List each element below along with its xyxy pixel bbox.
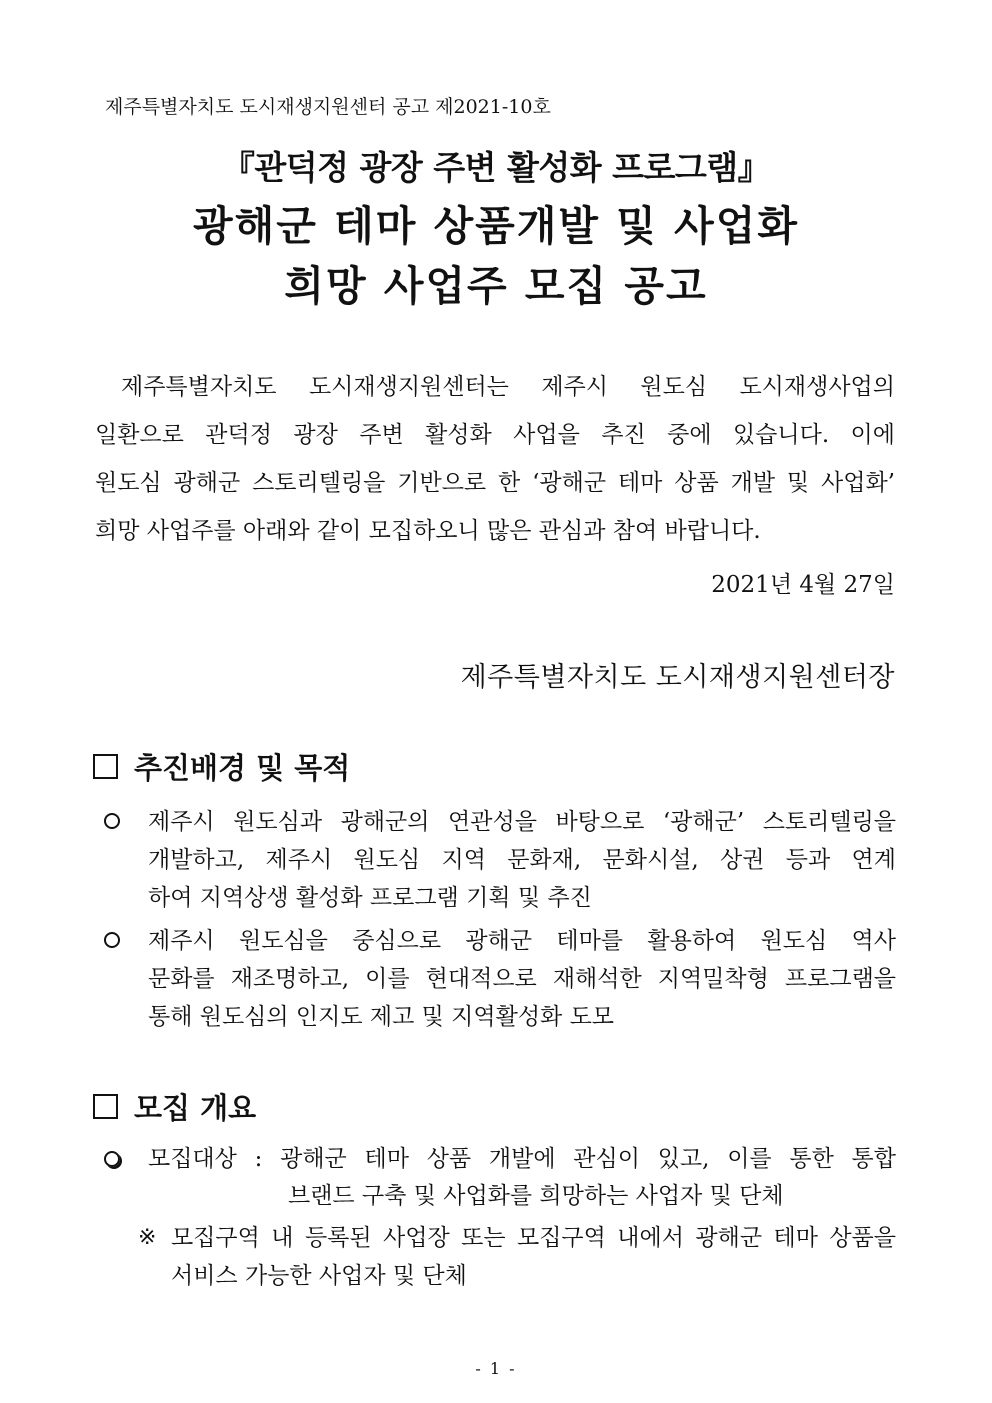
intro-line: 희망 사업주를 아래와 같이 모집하오니 많은 관심과 참여 바랍니다.: [95, 518, 761, 544]
circle-bullet-icon: [104, 932, 120, 948]
bullet-item: [104, 922, 896, 1036]
title-block: [0, 140, 992, 316]
note-line: 모집구역 내 등록된 사업장 또는 모집구역 내에서 광해군 테마 상품을: [171, 1225, 896, 1251]
bullet-line: 하여 지역상생 활성화 프로그램 기획 및 추진: [148, 885, 592, 911]
notice-date: 2021년 4월 27일: [711, 572, 895, 598]
checkbox-square-icon: [93, 754, 118, 779]
signer: 제주특별자치도 도시재생지원센터장: [460, 662, 895, 693]
note-text: [171, 1219, 896, 1295]
intro-line: 일환으로 관덕정 광장 주변 활성화 사업을 추진 중에 있습니다. 이에: [95, 422, 895, 448]
bullet-text: [148, 803, 896, 917]
recruitment-target-line: 모집대상 : 광해군 테마 상품 개발에 관심이 있고, 이를 통한 통합: [148, 1146, 896, 1172]
section-heading-label: 모집 개요: [134, 1090, 257, 1125]
bullet-item: [104, 803, 896, 917]
bullet-line: 제주시 원도심과 광해군의 연관성을 바탕으로 ‘광해군’ 스토리텔링을: [148, 809, 896, 835]
reference-mark-icon: ※: [138, 1225, 157, 1250]
shadowed-circle-bullet-icon: [104, 1151, 120, 1167]
section-heading-label: 추진배경 및 목적: [134, 750, 351, 785]
recruitment-target-text: [148, 1141, 896, 1215]
section-heading-overview: [93, 1086, 256, 1126]
bullet-line: 통해 원도심의 인지도 제고 및 지역활성화 도모: [148, 1004, 615, 1030]
recruitment-target-line: 브랜드 구축 및 사업화를 희망하는 사업자 및 단체: [288, 1183, 784, 1209]
circle-bullet-icon: [104, 813, 120, 829]
bullet-line: 개발하고, 제주시 원도심 지역 문화재, 문화시설, 상권 등과 연계: [148, 847, 896, 873]
title-line-2: 희망 사업주 모집 공고: [284, 262, 708, 310]
title-subtitle: 『관덕정 광장 주변 활성화 프로그램』: [221, 148, 771, 187]
bullet-line: 제주시 원도심을 중심으로 광해군 테마를 활용하여 원도심 역사: [148, 928, 896, 954]
page-number: - 1 -: [475, 1359, 517, 1378]
intro-line: 제주특별자치도 도시재생지원센터는 제주시 원도심 도시재생사업의: [121, 374, 895, 400]
notice-number: 제주특별자치도 도시재생지원센터 공고 제2021-10호: [105, 96, 551, 118]
intro-paragraph: [95, 363, 895, 555]
title-line-1: 광해군 테마 상품개발 및 사업화: [193, 202, 799, 250]
note-line: 서비스 가능한 사업자 및 단체: [171, 1263, 467, 1289]
bullet-line: 문화를 재조명하고, 이를 현대적으로 재해석한 지역밀착형 프로그램을: [148, 966, 896, 992]
bullet-text: [148, 922, 896, 1036]
checkbox-square-icon: [93, 1094, 118, 1119]
intro-line: 원도심 광해군 스토리텔링을 기반으로 한 ‘광해군 테마 상품 개발 및 사업화’: [95, 470, 895, 496]
section-heading-background: [93, 746, 350, 786]
